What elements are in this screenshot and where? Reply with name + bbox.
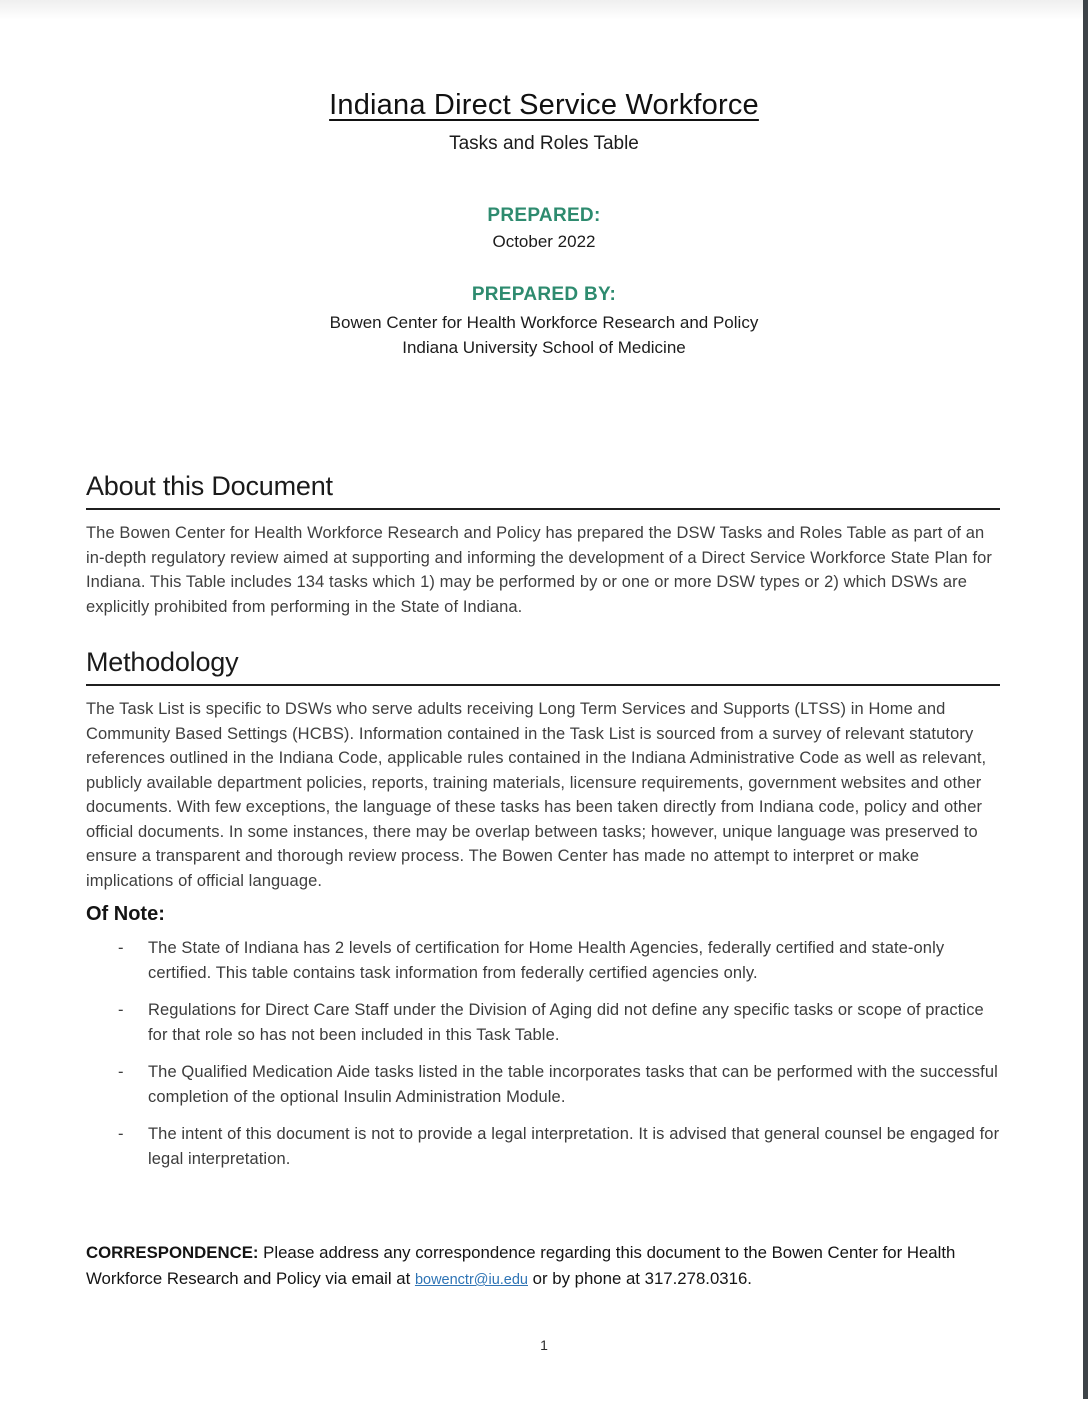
title-block — [0, 0, 1088, 360]
prepared-by-label: PREPARED BY: — [471, 284, 617, 305]
correspondence-text-after: or by phone at 317.278.0316. — [528, 1269, 752, 1288]
about-paragraph: The Bowen Center for Health Workforce Research and Policy has prepared the DSW Tasks and Roles Table as part of an in-depth regulatory review aimed at supporting and informing the development of a Direct Service Workforce State Plan for Indiana. This Table includes 134 tasks which 1) may be performed by or one or more DSW types or 2) which DSWs are explicitly prohibited from performing in the State of Indiana. — [86, 524, 992, 616]
of-note-heading: Of Note: — [86, 903, 165, 925]
email-link[interactable]: bowenctr@iu.edu — [414, 1272, 528, 1288]
prepared-by-org — [0, 310, 1088, 360]
bullet-dash: - — [118, 939, 124, 957]
correspondence-label: CORRESPONDENCE: — [86, 1243, 259, 1262]
list-item-text: The intent of this document is not to provide a legal interpretation. It is advised that general counsel be engaged for legal interpretation. — [148, 1125, 1000, 1168]
correspondence-text-before: Please address any correspondence regarding this document to the Bowen Center for Health Workforce Research and Policy via email at — [86, 1243, 956, 1288]
section-about — [86, 470, 1000, 619]
list-item-text: The Qualified Medication Aide tasks listed in the table incorporates tasks that can be performed with the successful completion of the optional Insulin Administration Module. — [148, 1063, 998, 1106]
list-item — [86, 936, 1000, 985]
document-title: Indiana Direct Service Workforce — [329, 89, 759, 121]
list-item — [86, 1060, 1000, 1109]
about-heading: About this Document — [86, 470, 1000, 510]
page-content — [86, 470, 1000, 1171]
document-subtitle: Tasks and Roles Table — [449, 133, 639, 154]
bullet-dash: - — [118, 1125, 124, 1143]
viewer-edge-bar — [1083, 0, 1088, 1399]
correspondence-paragraph — [86, 1240, 1000, 1293]
prepared-by-line1: Bowen Center for Health Workforce Research and Policy — [329, 313, 759, 332]
page-number: 1 — [540, 1337, 548, 1353]
section-methodology — [86, 646, 1000, 893]
list-item-text: Regulations for Direct Care Staff under the Division of Aging did not define any specific tasks or scope of practice for that role so has not been included in this Task Table. — [148, 1001, 984, 1044]
list-item — [86, 998, 1000, 1047]
list-item-text: The State of Indiana has 2 levels of certification for Home Health Agencies, federally certified and state-only certified. This table contains task information from federally certified agencies only. — [148, 939, 945, 982]
prepared-label: PREPARED: — [487, 205, 601, 226]
of-note-list — [86, 936, 1000, 1171]
bullet-dash: - — [118, 1001, 124, 1019]
methodology-heading: Methodology — [86, 646, 1000, 686]
prepared-by-line2: Indiana University School of Medicine — [402, 338, 686, 357]
methodology-paragraph: The Task List is specific to DSWs who serve adults receiving Long Term Services and Supports (LTSS) in Home and Community Based Settings (HCBS). Information contained in the Task List is sourced from a survey of relevant statutory references outlined in the Indiana Code, applicable rules contained in the Indiana Administrative Code as well as relevant, publicly available department policies, reports, training materials, licensure requirements, government websites and other documents. With few exceptions, the language of these tasks has been taken directly from Indiana code, policy and other official documents. In some instances, there may be overlap between tasks; however, unique language was preserved to ensure a transparent and thorough review process. The Bowen Center has made no attempt to interpret or make implications of official language. — [86, 700, 987, 890]
prepared-date: October 2022 — [492, 232, 596, 251]
bullet-dash: - — [118, 1063, 124, 1081]
list-item — [86, 1122, 1000, 1171]
